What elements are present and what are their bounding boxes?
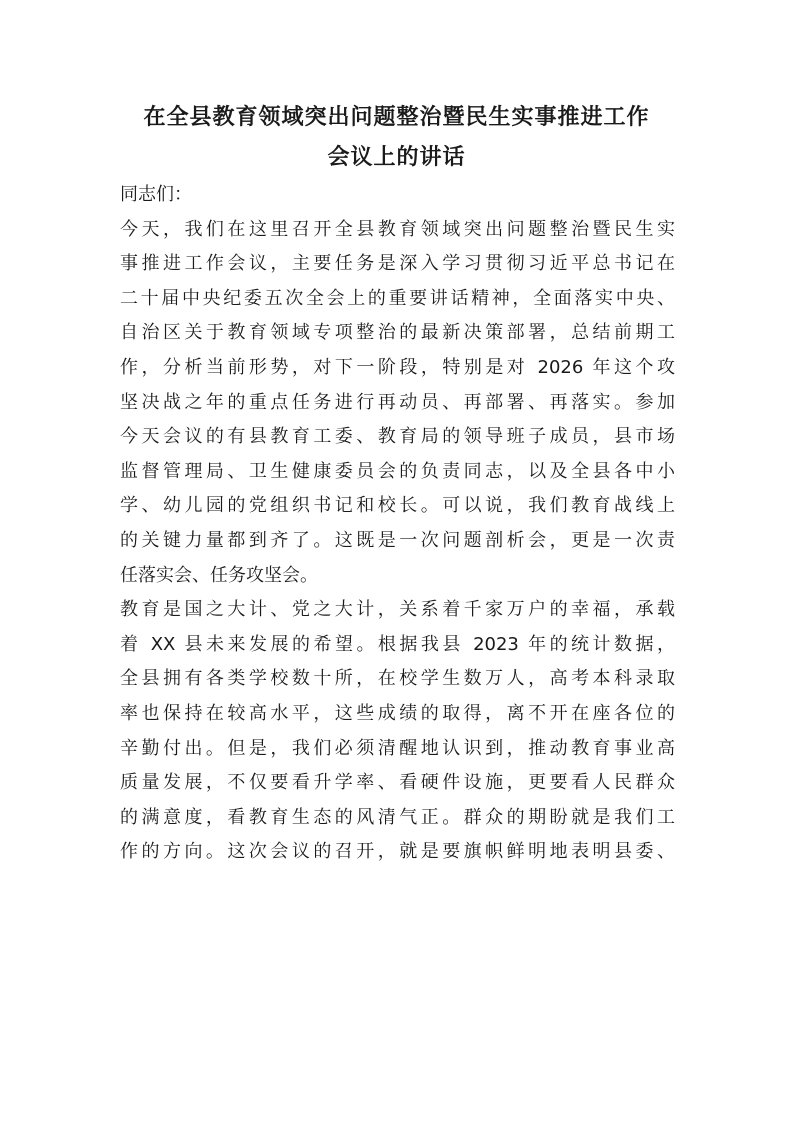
paragraph-line: 辛勤付出。但是，我们必须清醒地认识到，推动教育事业高 [120, 737, 675, 759]
paragraph-line: 今天，我们在这里召开全县教育领域突出问题整治暨民生实 [120, 218, 675, 240]
paragraph-line: 学、幼儿园的党组织书记和校长。可以说，我们教育战线上 [120, 495, 675, 517]
paragraph-line: 全县拥有各类学校数十所，在校学生数万人，高考本科录取 [120, 668, 675, 690]
title-line-1: 在全县教育领域突出问题整治暨民生实事推进工作 [143, 105, 650, 130]
paragraph-line: 着 XX 县未来发展的希望。根据我县 2023 年的统计数据， [120, 633, 675, 655]
paragraph-2 [120, 593, 675, 870]
paragraph-line: 事推进工作会议，主要任务是深入学习贯彻习近平总书记在 [120, 253, 675, 275]
paragraph-line: 二十届中央纪委五次全会上的重要讲话精神，全面落实中央、 [120, 287, 675, 309]
paragraph-line: 任落实会、任务攻坚会。 [120, 564, 318, 586]
paragraph-line: 今天会议的有县教育工委、教育局的领导班子成员，县市场 [120, 426, 675, 448]
document-title [0, 98, 793, 178]
title-line-2: 会议上的讲话 [327, 145, 466, 170]
paragraph-line: 监督管理局、卫生健康委员会的负责同志，以及全县各中小 [120, 460, 675, 482]
document-body [120, 178, 675, 870]
paragraph-line: 的关键力量都到齐了。这既是一次问题剖析会，更是一次责 [120, 529, 675, 551]
paragraph-line: 作，分析当前形势，对下一阶段，特别是对 2026 年这个攻 [120, 356, 675, 378]
paragraph-line: 率也保持在较高水平，这些成绩的取得，离不开在座各位的 [120, 702, 675, 724]
paragraph-line: 质量发展，不仅要看升学率、看硬件设施，更要看人民群众 [120, 772, 675, 794]
paragraph-line: 的满意度，看教育生态的风清气正。群众的期盼就是我们工 [120, 806, 675, 828]
paragraph-line: 自治区关于教育领域专项整治的最新决策部署，总结前期工 [120, 322, 675, 344]
salutation: 同志们： [120, 184, 192, 205]
paragraph-line: 坚决战之年的重点任务进行再动员、再部署、再落实。参加 [120, 391, 675, 413]
paragraph-1 [120, 213, 675, 594]
paragraph-line: 教育是国之大计、党之大计，关系着千家万户的幸福，承载 [120, 599, 675, 621]
paragraph-line: 作的方向。这次会议的召开，就是要旗帜鲜明地表明县委、 [120, 841, 675, 863]
